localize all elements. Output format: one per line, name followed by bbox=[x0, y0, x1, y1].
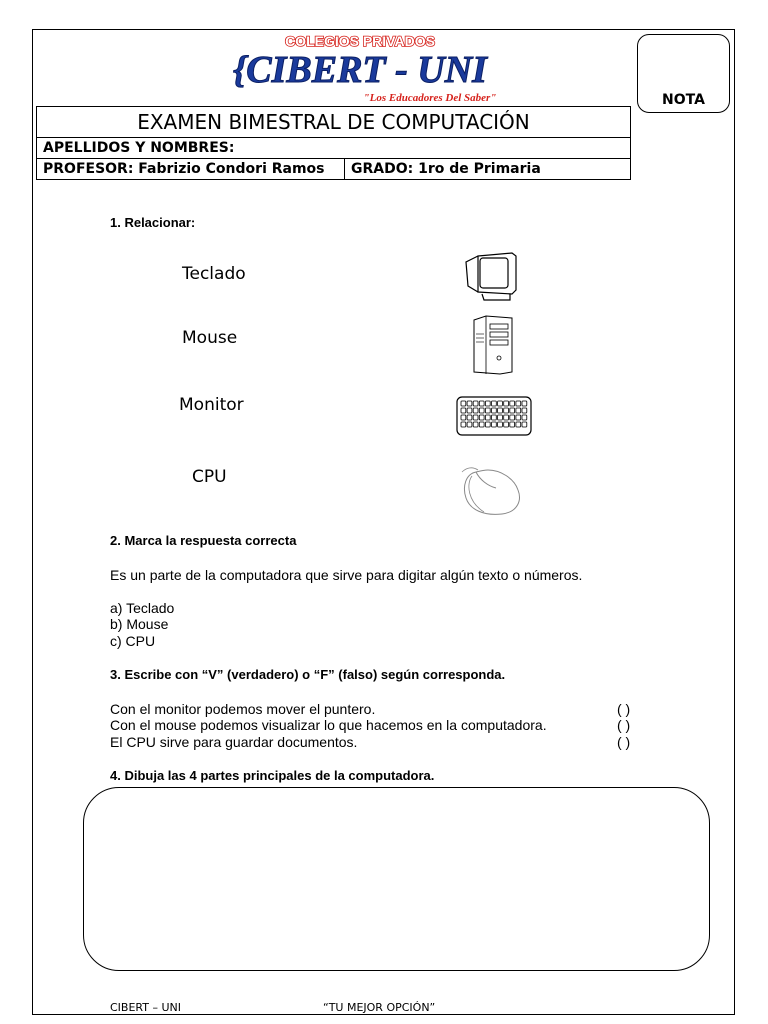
answer-blank-3[interactable]: ( ) bbox=[617, 734, 631, 750]
drawing-area[interactable] bbox=[83, 787, 710, 971]
grade-level-label: GRADO: 1ro de Primaria bbox=[345, 159, 631, 180]
match-word-mouse: Mouse bbox=[182, 328, 238, 348]
grade-box-label: NOTA bbox=[662, 92, 705, 108]
cpu-tower-icon bbox=[470, 314, 514, 376]
exam-header-table bbox=[36, 106, 631, 180]
grade-box[interactable] bbox=[637, 34, 730, 113]
monitor-icon bbox=[462, 250, 522, 302]
mouse-icon bbox=[458, 462, 524, 518]
question-4-title: 4. Dibuja las 4 partes principales de la computadora. bbox=[110, 768, 435, 783]
match-word-keyboard: Teclado bbox=[182, 264, 246, 284]
statement-3: El CPU sirve para guardar documentos. bbox=[110, 734, 358, 750]
match-word-monitor: Monitor bbox=[179, 395, 244, 415]
teacher-label: PROFESOR: Fabrizio Condori Ramos bbox=[37, 159, 345, 180]
logo-slogan: "Los Educadores Del Saber" bbox=[363, 92, 497, 104]
keyboard-icon bbox=[455, 395, 533, 437]
match-word-cpu: CPU bbox=[192, 467, 227, 487]
student-name-field[interactable]: APELLIDOS Y NOMBRES: bbox=[37, 138, 631, 159]
footer-motto: “TU MEJOR OPCIÓN” bbox=[323, 1001, 436, 1014]
logo-top-text: COLEGIOS PRIVADOS bbox=[285, 33, 435, 49]
statement-2: Con el mouse podemos visualizar lo que hacemos en la computadora. bbox=[110, 717, 547, 733]
answer-blank-2[interactable]: ( ) bbox=[617, 717, 631, 733]
statement-1: Con el monitor podemos mover el puntero. bbox=[110, 701, 376, 717]
footer-school: CIBERT – UNI bbox=[110, 1001, 182, 1014]
option-c[interactable]: c) CPU bbox=[110, 633, 156, 649]
answer-blank-1[interactable]: ( ) bbox=[617, 701, 631, 717]
question-1-title: 1. Relacionar: bbox=[110, 215, 196, 230]
exam-title: EXAMEN BIMESTRAL DE COMPUTACIÓN bbox=[37, 107, 631, 138]
question-3-title: 3. Escribe con “V” (verdadero) o “F” (falso) según corresponda. bbox=[110, 667, 506, 682]
option-b[interactable]: b) Mouse bbox=[110, 616, 169, 632]
question-2-title: 2. Marca la respuesta correcta bbox=[110, 533, 297, 548]
question-2-prompt: Es un parte de la computadora que sirve para digitar algún texto o números. bbox=[110, 567, 583, 583]
option-a[interactable]: a) Teclado bbox=[110, 600, 175, 616]
logo-main-text: {CIBERT - UNI bbox=[233, 49, 487, 91]
school-logo bbox=[190, 32, 530, 106]
